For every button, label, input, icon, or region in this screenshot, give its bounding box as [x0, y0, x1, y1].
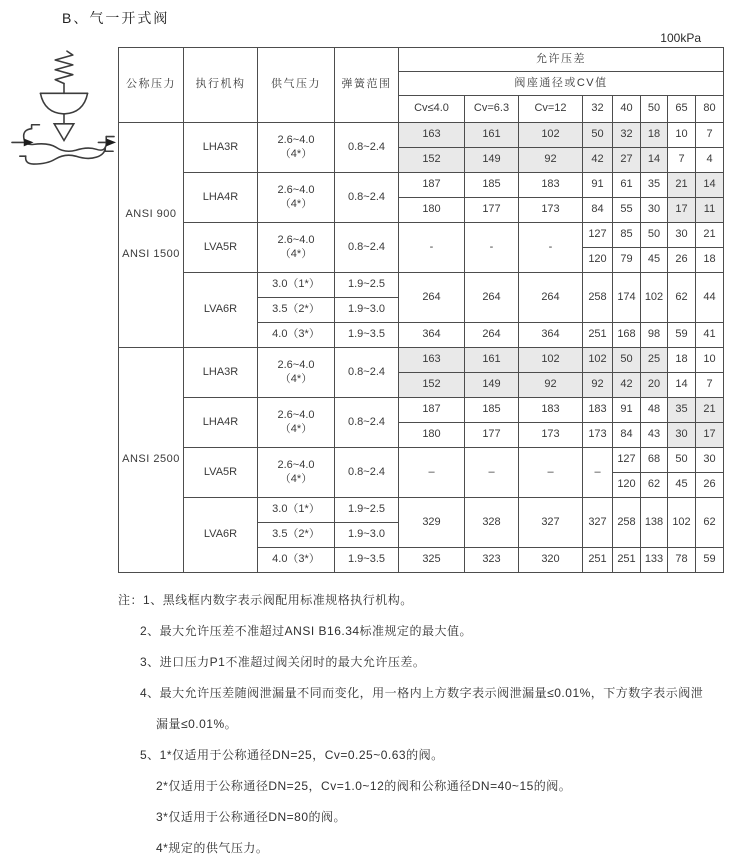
table-row	[119, 273, 724, 298]
pressure-label: ANSI 2500	[122, 453, 180, 466]
table-cell: 120	[583, 248, 613, 273]
note-text: 1、黑线框内数字表示阀配用标准规格执行机构。	[143, 593, 413, 607]
supply-cell: 3.5（2*）	[258, 298, 335, 323]
table-cell: 79	[613, 248, 641, 273]
header-actuator: 执行机构	[184, 48, 258, 123]
table-cell: 35	[641, 173, 668, 198]
table-cell: 50	[641, 223, 668, 248]
notes-block	[118, 585, 740, 864]
table-cell: 44	[696, 273, 724, 323]
table-cell: 17	[696, 423, 724, 448]
table-cell: 50	[583, 123, 613, 148]
table-cell: -	[519, 223, 583, 273]
header-cv-col: 65	[668, 96, 696, 123]
table-cell: 26	[668, 248, 696, 273]
table-cell: 168	[613, 323, 641, 348]
table-cell: 30	[668, 423, 696, 448]
table-cell: 102	[519, 348, 583, 373]
note-line: 2*仅适用于公称通径DN=25，Cv=1.0~12的阀和公称通径DN=40~15的阀。	[156, 779, 572, 793]
pressure-label: ANSI 900	[125, 208, 177, 221]
header-spring-range: 弹簧范围	[335, 48, 399, 123]
header-cv-col: Cv=12	[519, 96, 583, 123]
note-line: 4、最大允许压差随阀泄漏量不同而变化，用一格内上方数字表示阀泄漏量≤0.01%，下方数字表示阀泄	[140, 686, 704, 700]
spring-cell: 0.8~2.4	[335, 173, 399, 223]
actuator-cell: LHA4R	[184, 398, 258, 448]
table-cell: 59	[696, 548, 724, 573]
table-cell: 10	[668, 123, 696, 148]
table-cell: 68	[641, 448, 668, 473]
table-cell: 180	[399, 198, 465, 223]
header-cv-col: Cv≤4.0	[399, 96, 465, 123]
table-cell: 133	[641, 548, 668, 573]
spring-cell: 1.9~2.5	[335, 498, 399, 523]
spring-cell: 0.8~2.4	[335, 448, 399, 498]
table-cell: 138	[641, 498, 668, 548]
supply-cell: 3.0（1*）	[258, 498, 335, 523]
table-cell: 85	[613, 223, 641, 248]
table-row	[119, 498, 724, 523]
pressure-unit-label: 100kPa	[660, 31, 701, 45]
table-cell: 177	[465, 423, 519, 448]
nominal-pressure-cell	[119, 348, 184, 573]
table-cell: 102	[583, 348, 613, 373]
table-cell: 174	[613, 273, 641, 323]
table-cell: 26	[696, 473, 724, 498]
table-row	[119, 398, 724, 423]
table-cell: 25	[641, 348, 668, 373]
table-cell: 251	[583, 548, 613, 573]
note-line: 漏量≤0.01%。	[156, 717, 238, 731]
table-cell: 328	[465, 498, 519, 548]
table-row	[119, 448, 724, 473]
table-cell: 327	[519, 498, 583, 548]
table-cell: 62	[696, 498, 724, 548]
table-cell: 35	[668, 398, 696, 423]
table-cell: 127	[613, 448, 641, 473]
table-cell: 27	[613, 148, 641, 173]
table-cell: 41	[696, 323, 724, 348]
table-cell: 323	[465, 548, 519, 573]
table-cell: 62	[641, 473, 668, 498]
notes-prefix: 注：	[118, 593, 144, 607]
table-cell: 173	[519, 423, 583, 448]
table-cell: 45	[641, 248, 668, 273]
table-cell: 92	[519, 373, 583, 398]
table-cell: 30	[696, 448, 724, 473]
table-cell: –	[519, 448, 583, 498]
table-cell: 10	[696, 348, 724, 373]
table-cell: 183	[583, 398, 613, 423]
supply-cell: 2.6~4.0 （4*）	[258, 173, 335, 223]
header-cv-col: 32	[583, 96, 613, 123]
table-cell: 14	[696, 173, 724, 198]
table-cell: 251	[583, 323, 613, 348]
table-cell: 152	[399, 148, 465, 173]
table-cell: 7	[668, 148, 696, 173]
table-cell: 364	[399, 323, 465, 348]
spring-cell: 1.9~3.0	[335, 298, 399, 323]
table-cell: 185	[465, 173, 519, 198]
table-cell: 20	[641, 373, 668, 398]
table-cell: 98	[641, 323, 668, 348]
table-cell: 11	[696, 198, 724, 223]
supply-cell: 3.5（2*）	[258, 523, 335, 548]
table-cell: 180	[399, 423, 465, 448]
pressure-label: ANSI 1500	[122, 248, 180, 260]
actuator-cell: LVA5R	[184, 448, 258, 498]
header-supply-pressure: 供气压力	[258, 48, 335, 123]
actuator-cell: LVA6R	[184, 273, 258, 348]
table-cell: 320	[519, 548, 583, 573]
table-cell: 120	[613, 473, 641, 498]
table-cell: 173	[583, 423, 613, 448]
table-cell: 14	[641, 148, 668, 173]
table-cell: 163	[399, 123, 465, 148]
supply-cell: 3.0（1*）	[258, 273, 335, 298]
table-cell: 161	[465, 123, 519, 148]
nominal-pressure-cell	[119, 123, 184, 348]
table-cell: -	[399, 223, 465, 273]
page-title: B、气一开式阀	[62, 10, 170, 26]
table-cell: 91	[613, 398, 641, 423]
note-line	[118, 585, 740, 616]
table-cell: 264	[465, 273, 519, 323]
table-cell: 14	[668, 373, 696, 398]
spring-cell: 0.8~2.4	[335, 123, 399, 173]
table-cell: 149	[465, 148, 519, 173]
table-cell: 264	[399, 273, 465, 323]
table-cell: 45	[668, 473, 696, 498]
table-cell: 102	[519, 123, 583, 148]
table-cell: 102	[641, 273, 668, 323]
table-cell: 258	[583, 273, 613, 323]
table-cell: 187	[399, 173, 465, 198]
table-cell: 7	[696, 123, 724, 148]
table-cell: 7	[696, 373, 724, 398]
table-cell: 50	[613, 348, 641, 373]
table-cell: 30	[668, 223, 696, 248]
table-cell: 173	[519, 198, 583, 223]
spring-cell: 1.9~2.5	[335, 273, 399, 298]
table-cell: 42	[613, 373, 641, 398]
table-cell: 84	[613, 423, 641, 448]
actuator-cell: LVA6R	[184, 498, 258, 573]
spring-cell: 0.8~2.4	[335, 223, 399, 273]
header-allowable-dp: 允许压差	[399, 48, 724, 72]
spring-cell: 0.8~2.4	[335, 398, 399, 448]
table-cell: 183	[519, 398, 583, 423]
table-cell: 264	[465, 323, 519, 348]
table-cell: 264	[519, 273, 583, 323]
table-cell: 92	[519, 148, 583, 173]
table-cell: 61	[613, 173, 641, 198]
supply-cell: 2.6~4.0 （4*）	[258, 348, 335, 398]
table-cell: 50	[668, 448, 696, 473]
note-line: 2、最大允许压差不准超过ANSI B16.34标准规定的最大值。	[140, 624, 473, 638]
table-cell: 127	[583, 223, 613, 248]
spring-cell: 1.9~3.5	[335, 548, 399, 573]
table-row	[119, 223, 724, 248]
actuator-cell: LHA4R	[184, 173, 258, 223]
header-seat-or-cv: 阀座通径或CV值	[399, 72, 724, 96]
supply-cell: 2.6~4.0 （4*）	[258, 123, 335, 173]
pneumatic-valve-schematic-icon	[10, 48, 118, 176]
table-cell: 327	[583, 498, 613, 548]
valve-spec-table	[118, 47, 724, 573]
note-line: 4*规定的供气压力。	[156, 841, 269, 855]
table-cell: 251	[613, 548, 641, 573]
note-line: 5、1*仅适用于公称通径DN=25，Cv=0.25~0.63的阀。	[140, 748, 444, 762]
actuator-cell: LHA3R	[184, 348, 258, 398]
table-cell: 21	[696, 223, 724, 248]
table-cell: 43	[641, 423, 668, 448]
table-cell: 4	[696, 148, 724, 173]
table-cell: 30	[641, 198, 668, 223]
table-cell: 18	[641, 123, 668, 148]
table-cell: 364	[519, 323, 583, 348]
spring-cell: 1.9~3.5	[335, 323, 399, 348]
table-cell: 78	[668, 548, 696, 573]
table-cell: 32	[613, 123, 641, 148]
note-line: 3*仅适用于公称通径DN=80的阀。	[156, 810, 347, 824]
table-cell: 21	[668, 173, 696, 198]
table-cell: 163	[399, 348, 465, 373]
header-cv-col: 50	[641, 96, 668, 123]
supply-cell: 2.6~4.0 （4*）	[258, 398, 335, 448]
table-cell: 183	[519, 173, 583, 198]
table-cell: 21	[696, 398, 724, 423]
supply-cell: 4.0（3*）	[258, 548, 335, 573]
table-row	[119, 348, 724, 373]
table-cell: 177	[465, 198, 519, 223]
supply-cell: 2.6~4.0 （4*）	[258, 448, 335, 498]
table-cell: -	[465, 223, 519, 273]
table-cell: 48	[641, 398, 668, 423]
table-cell: –	[399, 448, 465, 498]
table-cell: 84	[583, 198, 613, 223]
supply-cell: 2.6~4.0 （4*）	[258, 223, 335, 273]
table-cell: 42	[583, 148, 613, 173]
supply-cell: 4.0（3*）	[258, 323, 335, 348]
table-cell: 59	[668, 323, 696, 348]
table-cell: 55	[613, 198, 641, 223]
table-cell: 187	[399, 398, 465, 423]
actuator-cell: LHA3R	[184, 123, 258, 173]
table-row	[119, 173, 724, 198]
table-cell: 18	[696, 248, 724, 273]
table-cell: 17	[668, 198, 696, 223]
header-cv-col: 40	[613, 96, 641, 123]
table-cell: 92	[583, 373, 613, 398]
table-cell: 91	[583, 173, 613, 198]
table-cell: 152	[399, 373, 465, 398]
table-cell: –	[465, 448, 519, 498]
table-cell: 18	[668, 348, 696, 373]
table-cell: 329	[399, 498, 465, 548]
table-cell: 62	[668, 273, 696, 323]
table-cell: 325	[399, 548, 465, 573]
table-cell: 258	[613, 498, 641, 548]
spring-cell: 1.9~3.0	[335, 523, 399, 548]
table-cell: –	[583, 448, 613, 498]
table-cell: 185	[465, 398, 519, 423]
header-nominal-pressure: 公称压力	[119, 48, 184, 123]
table-row	[119, 123, 724, 148]
note-line: 3、进口压力P1不准超过阀关闭时的最大允许压差。	[140, 655, 426, 669]
table-cell: 161	[465, 348, 519, 373]
actuator-cell: LVA5R	[184, 223, 258, 273]
header-cv-col: 80	[696, 96, 724, 123]
spring-cell: 0.8~2.4	[335, 348, 399, 398]
header-cv-col: Cv=6.3	[465, 96, 519, 123]
table-cell: 102	[668, 498, 696, 548]
table-cell: 149	[465, 373, 519, 398]
table-header-row	[119, 48, 724, 72]
